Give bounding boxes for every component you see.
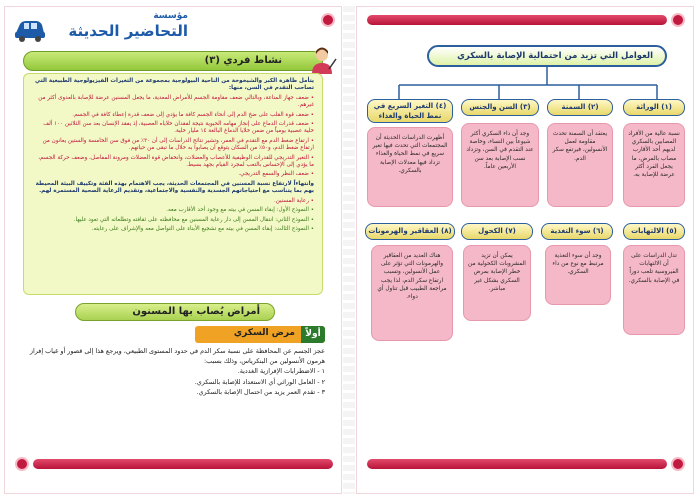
factor-lifestyle-label: (٤) التغير السريع في نمط الحياة والغذاء [367,99,453,123]
factor-drugs-box [371,245,453,341]
activity-content-box [23,73,323,295]
activity-paragraph: • النموذج الثاني: انتقال المسن إلى دار رعاية المسنين مع محافظته على ثقافته وتطلعاته التي تعود عليها. [73,216,314,223]
activity-paragraph: • ضعف قوة القلب على ضخ الدم إلى أنحاء الجسم كافة ما يؤدي إلى ضعف قدرة إعطاء كافة في الجسم. [72,111,314,118]
factor-obesity-label: (٢) السمنة [547,99,613,116]
logo-name: التحاضير الحديثة [68,22,188,40]
factor-malnutrition-box [545,245,611,305]
activity-paragraph: • ضعف جهاز المناعة، وبالتالي ضعف مقاومة الجسم للأمراض المعدية، ما يجعل المسنين عرضة للإصابة بالعدوى أكثر من غيرهم. [38,94,314,109]
decorative-dot [321,13,335,27]
book-spine [343,6,355,494]
activity-paragraph: • التغير التدريجي للقدرات الوظيفية للأعصاب والعضلات، وانخفاض قوة العضلات ومرونة المفاصل، وضعف حركة الجسم، ما يؤدي إلى الإحساس بالتعب لمجرد القيام بجهد بسيط. [38,154,314,169]
section-header [75,303,275,321]
factor-infections-box [623,245,685,335]
right-page [356,6,694,494]
logo-brand: مؤسسة [153,11,188,21]
activity-paragraph: يتأمل ظاهرة الكبر والشيخوخة من الناحية البيولوجية بمجموعة من التغيرات الفيزيولوجية الطبيعية التي تصاحب التقدم في السن، منها: [35,78,314,92]
body-paragraph: هرمون الأنسولين من البنكرياس، وذلك بسبب: [203,357,325,366]
decorative-dot [15,457,29,471]
body-paragraph: ٣ - تقدم العمر يزيد من احتمال الإصابة بالسكري. [196,387,325,396]
publisher-logo [13,11,188,49]
student-avatar-icon [307,45,337,75]
factor-alcohol-box [463,245,531,321]
body-paragraph: عجز الجسم عن المحافظة على نسبة سكر الدم في حدود المستوى الطبيعي، ويرجع هذا إلى قصور أو غياب إفراز [29,347,325,355]
factor-heredity-box [623,123,685,207]
activity-paragraph: • ضعف النظر والسمع التدريجي. [238,171,314,178]
body-paragraph: ٢ - العامل الوراثي أي الاستعداد للإصابة بالسكري. [194,377,325,386]
subsection-header [195,326,325,343]
factor-drugs-label: (٨) العقاقير والهرمونات [365,223,455,240]
factor-lifestyle-text: أظهرت الدراسات الحديثة أن المجتمعات التي تحدث فيها تغير سريع في نمط الحياة والغذاء تزداد فيها معدلات الإصابة بالسكري. [372,135,448,174]
factor-age-gender-label: (٣) السن والجنس [461,99,539,116]
factor-malnutrition-text: وجد أن سوء التغذية مرتبط مع نوع من داء السكري. [552,253,604,276]
activity-title: نشاط فردي (٣) [204,55,282,66]
factor-alcohol-text: يمكن أن تزيد المشروبات الكحولية من خطر الإصابة بمرض السكري بشكل غير مباشر. [468,253,526,292]
factor-age-gender-text: وجد أن داء السكري أكثر شيوعاً بين النساء، وخاصة عند التقدم في السن، وتزداد نسب الإصابة بعد سن الأربعين عاماً. [466,131,534,170]
factor-heredity-text: نسبة عالية من الأفراد المصابين بالسكري لديهم أحد الأقارب مصاب بالمرض، ما يجعل الفرد أكثر عرضة للإصابة به. [628,131,680,179]
activity-header [23,51,323,71]
factor-malnutrition-label: (٦) سوء التغذية [541,223,613,240]
page-title-text: العوامل التي تزيد من احتمالية الإصابة بالسكري [457,51,653,61]
body-text [27,347,325,398]
factor-lifestyle-box [367,127,453,207]
subsection-number: أولاً [301,326,325,343]
section-title: أمراض يُصاب بها المسنون [132,306,260,317]
factor-infections-text: تدل الدراسات على أن الالتهابات الفيروسية تلعب دوراً في الإصابة بالسكري. [628,253,680,284]
decorative-dot [671,457,685,471]
left-page [4,6,342,494]
factor-obesity-box [547,123,613,207]
factor-age-gender-box [461,123,539,207]
activity-paragraph: وانتهاءاً لارتفاع نسبة المسنين في المجتمعات الحديثة، يجب الاهتمام بهذه الفئة وتكييف البيئة المحيطة بهم بما يتناسب مع احتياجاتهم الجسدية والنفسية والاجتماعية، وتقديم الرعاية الصحية المستمرة لهم. [35,180,314,195]
factor-heredity-label: (١) الوراثة [623,99,685,116]
factor-obesity-text: يعتقد أن السمنة تحدث مقاومة لعمل الأنسولين، فيرتفع سكر الدم. [552,131,608,162]
activity-paragraph: • رعاية المسنين. [273,197,314,204]
activity-paragraph: • ارتفاع ضغط الدم مع التقدم في العمر، وتشير نتائج الدراسات إلى أن ٣٠٪ من فوق سن الخامسة والستين يعانون من ارتفاع ضغط الدم، و٥٠٪ من السكان يتوقع أن يصابوا به خلال ما تبقى من حياتهم. [42,137,314,152]
car-icon [13,15,47,43]
subsection-title: مرض السكري [233,328,295,338]
activity-paragraph: • النموذج الأول: إبقاء المسن في بيته مع وجود أحد الأقارب معه. [166,207,314,214]
factor-infections-label: (٥) الالتهابات [623,223,685,240]
footer-bar [367,459,667,469]
activity-paragraph: • ضعف قدرات الدماغ على إنجاز مهامه الحيوية نتيجة لفقدان خلاياه العصبية، إذ يفقد الإنسان بعد سن الثلاثين ١٠٠ ألف خلية عصبية يومياً من ضمن خلايا الدماغ البالغة ١٤ مليار خلية. [43,121,314,135]
activity-paragraph: • النموذج الثالث: إبقاء المسن في بيته مع تشجيع الأبناء على التواصل معه والإشراف على رعايته. [91,225,314,232]
factor-alcohol-label: (٧) الكحول [461,223,533,240]
body-paragraph: ١ - الاضطرابات الإفرازية الغددية. [237,367,325,376]
footer-bar [33,459,333,469]
factor-drugs-text: هناك العديد من العقاقير والهرمونات التي تؤثر على عمل الأنسولين، وتسبب ارتفاع سكر الدم، لذا يجب مراجعة الطبيب قبل تناول أي دواء. [377,253,447,301]
